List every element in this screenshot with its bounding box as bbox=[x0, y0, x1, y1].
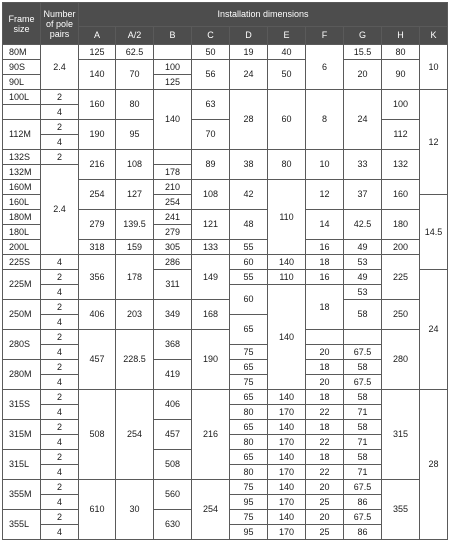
cell-f bbox=[306, 330, 344, 345]
cell-c: 121 bbox=[192, 210, 230, 240]
cell-h: 100 bbox=[382, 90, 420, 120]
cell-b: 560 bbox=[154, 480, 192, 510]
cell-b: 457 bbox=[154, 420, 192, 450]
cell-g bbox=[344, 330, 382, 345]
table-row bbox=[3, 390, 448, 405]
cell-g: 86 bbox=[344, 495, 382, 510]
cell-a: 318 bbox=[79, 240, 116, 255]
cell-f: 22 bbox=[306, 465, 344, 480]
cell-h: 90 bbox=[382, 60, 420, 90]
cell-d: 80 bbox=[230, 405, 268, 420]
cell-h: 180 bbox=[382, 210, 420, 240]
cell-pole-pairs: 2.4 bbox=[41, 45, 79, 90]
cell-h: 200 bbox=[382, 240, 420, 255]
cell-frame-size: 132M bbox=[3, 165, 41, 180]
cell-f: 14 bbox=[306, 210, 344, 240]
col-header-e: E bbox=[268, 27, 306, 45]
cell-e: 140 bbox=[268, 255, 306, 270]
cell-d: 75 bbox=[230, 345, 268, 360]
table-row bbox=[3, 480, 448, 495]
cell-k: 28 bbox=[420, 390, 448, 540]
cell-b: 125 bbox=[154, 75, 192, 90]
cell-a: 406 bbox=[79, 300, 116, 330]
cell-pole-pairs: 2 bbox=[41, 330, 79, 345]
cell-h: 112 bbox=[382, 120, 420, 150]
cell-c: 216 bbox=[192, 390, 230, 480]
col-header-b: B bbox=[154, 27, 192, 45]
cell-d: 80 bbox=[230, 435, 268, 450]
cell-e: 110 bbox=[268, 270, 306, 285]
cell-f: 22 bbox=[306, 405, 344, 420]
cell-h: 355 bbox=[382, 480, 420, 540]
cell-g: 67.5 bbox=[344, 375, 382, 390]
cell-pole-pairs: 2 bbox=[41, 120, 79, 135]
cell-pole-pairs: 2 bbox=[41, 480, 79, 495]
cell-frame-size: 200L bbox=[3, 240, 41, 255]
cell-pole-pairs: 2 bbox=[41, 510, 79, 525]
col-header-k: K bbox=[420, 27, 448, 45]
cell-d: 48 bbox=[230, 210, 268, 240]
cell-frame-size: 315L bbox=[3, 450, 41, 480]
cell-d: 95 bbox=[230, 495, 268, 510]
col-header-f: F bbox=[306, 27, 344, 45]
cell-g: 67.5 bbox=[344, 480, 382, 495]
cell-g: 86 bbox=[344, 525, 382, 540]
cell-d: 65 bbox=[230, 315, 268, 345]
cell-e: 140 bbox=[268, 510, 306, 525]
cell-a2: 108 bbox=[116, 150, 154, 180]
cell-d: 75 bbox=[230, 375, 268, 390]
cell-pole-pairs: 4 bbox=[41, 435, 79, 450]
col-header-g: G bbox=[344, 27, 382, 45]
cell-k: 10 bbox=[420, 45, 448, 90]
cell-a2: 95 bbox=[116, 120, 154, 150]
cell-frame-size: 100L bbox=[3, 90, 41, 105]
col-header-a: A bbox=[79, 27, 116, 45]
cell-a2: 139.5 bbox=[116, 210, 154, 240]
cell-g: 58 bbox=[344, 420, 382, 435]
cell-b: 368 bbox=[154, 330, 192, 360]
cell-frame-size: 90S bbox=[3, 60, 41, 75]
cell-e: 50 bbox=[268, 60, 306, 90]
cell-f: 16 bbox=[306, 270, 344, 285]
cell-pole-pairs: 2 bbox=[41, 90, 79, 105]
cell-b: 311 bbox=[154, 270, 192, 300]
cell-f: 6 bbox=[306, 45, 344, 90]
cell-g: 20 bbox=[344, 60, 382, 90]
cell-pole-pairs: 4 bbox=[41, 405, 79, 420]
cell-pole-pairs: 2 bbox=[41, 270, 79, 285]
cell-d: 65 bbox=[230, 390, 268, 405]
cell-g: 33 bbox=[344, 150, 382, 180]
cell-h: 225 bbox=[382, 255, 420, 300]
cell-f: 18 bbox=[306, 285, 344, 330]
frame-size-header: Frame size bbox=[3, 3, 41, 45]
cell-e: 140 bbox=[268, 450, 306, 465]
cell-b: 279 bbox=[154, 225, 192, 240]
cell-g: 58 bbox=[344, 390, 382, 405]
cell-d: 55 bbox=[230, 240, 268, 255]
cell-b: 305 bbox=[154, 240, 192, 255]
cell-h: 80 bbox=[382, 45, 420, 60]
cell-d: 80 bbox=[230, 465, 268, 480]
cell-frame-size: 355M bbox=[3, 480, 41, 510]
cell-a: 508 bbox=[79, 390, 116, 480]
pole-pairs-header: Number of pole pairs bbox=[41, 3, 79, 45]
cell-frame-size: 355L bbox=[3, 510, 41, 540]
cell-g: 58 bbox=[344, 360, 382, 375]
cell-pole-pairs: 4 bbox=[41, 465, 79, 480]
cell-frame-size: 315M bbox=[3, 420, 41, 450]
cell-a2: 228.5 bbox=[116, 330, 154, 390]
cell-d: 19 bbox=[230, 45, 268, 60]
cell-d: 65 bbox=[230, 450, 268, 465]
cell-pole-pairs: 4 bbox=[41, 375, 79, 390]
cell-g: 53 bbox=[344, 285, 382, 300]
cell-frame-size: 80M bbox=[3, 45, 41, 60]
cell-e: 80 bbox=[268, 150, 306, 180]
col-header-h: H bbox=[382, 27, 420, 45]
cell-e: 140 bbox=[268, 285, 306, 390]
cell-frame-size: 280M bbox=[3, 360, 41, 390]
cell-e: 60 bbox=[268, 90, 306, 150]
cell-a2: 178 bbox=[116, 255, 154, 300]
cell-e: 170 bbox=[268, 465, 306, 480]
cell-d: 42 bbox=[230, 180, 268, 210]
cell-e: 170 bbox=[268, 405, 306, 420]
cell-f: 10 bbox=[306, 150, 344, 180]
cell-g: 71 bbox=[344, 405, 382, 420]
cell-frame-size bbox=[3, 105, 41, 120]
cell-h: 160 bbox=[382, 180, 420, 210]
cell-d: 24 bbox=[230, 60, 268, 90]
cell-pole-pairs: 4 bbox=[41, 525, 79, 540]
cell-pole-pairs: 2 bbox=[41, 300, 79, 315]
table-row bbox=[3, 255, 448, 270]
cell-f: 20 bbox=[306, 375, 344, 390]
cell-b: 100 bbox=[154, 60, 192, 75]
cell-pole-pairs: 2.4 bbox=[41, 165, 79, 255]
cell-frame-size: 160L bbox=[3, 195, 41, 210]
cell-a: 610 bbox=[79, 480, 116, 540]
cell-a2: 203 bbox=[116, 300, 154, 330]
cell-f: 20 bbox=[306, 480, 344, 495]
cell-f: 20 bbox=[306, 510, 344, 525]
cell-d: 65 bbox=[230, 420, 268, 435]
cell-g: 37 bbox=[344, 180, 382, 210]
cell-pole-pairs: 2 bbox=[41, 450, 79, 465]
cell-a: 457 bbox=[79, 330, 116, 390]
cell-f: 16 bbox=[306, 240, 344, 255]
cell-h: 315 bbox=[382, 390, 420, 480]
cell-frame-size: 225M bbox=[3, 270, 41, 300]
cell-a2: 254 bbox=[116, 390, 154, 480]
cell-g: 15.5 bbox=[344, 45, 382, 60]
cell-pole-pairs: 2 bbox=[41, 360, 79, 375]
cell-g: 67.5 bbox=[344, 345, 382, 360]
cell-e: 140 bbox=[268, 480, 306, 495]
cell-frame-size: 160M bbox=[3, 180, 41, 195]
cell-pole-pairs: 4 bbox=[41, 345, 79, 360]
cell-e: 140 bbox=[268, 390, 306, 405]
cell-frame-size: 280S bbox=[3, 330, 41, 360]
cell-b: 349 bbox=[154, 300, 192, 330]
cell-f: 18 bbox=[306, 255, 344, 270]
cell-a: 254 bbox=[79, 180, 116, 210]
cell-e: 40 bbox=[268, 45, 306, 60]
cell-c: 70 bbox=[192, 120, 230, 150]
cell-c: 254 bbox=[192, 480, 230, 540]
cell-a: 279 bbox=[79, 210, 116, 240]
cell-e: 110 bbox=[268, 180, 306, 255]
cell-f: 18 bbox=[306, 420, 344, 435]
cell-a2: 30 bbox=[116, 480, 154, 540]
cell-pole-pairs: 2 bbox=[41, 150, 79, 165]
cell-d: 75 bbox=[230, 480, 268, 495]
col-header-d: D bbox=[230, 27, 268, 45]
cell-f: 18 bbox=[306, 450, 344, 465]
cell-frame-size: 132S bbox=[3, 150, 41, 165]
cell-pole-pairs: 4 bbox=[41, 255, 79, 270]
cell-d: 28 bbox=[230, 90, 268, 150]
cell-g: 42.5 bbox=[344, 210, 382, 240]
cell-b: 241 bbox=[154, 210, 192, 225]
cell-b: 178 bbox=[154, 165, 192, 180]
cell-a2: 80 bbox=[116, 90, 154, 120]
cell-b: 630 bbox=[154, 510, 192, 540]
table-row bbox=[3, 330, 448, 345]
cell-f: 12 bbox=[306, 180, 344, 210]
cell-c: 50 bbox=[192, 45, 230, 60]
cell-k: 24 bbox=[420, 270, 448, 390]
cell-a2: 159 bbox=[116, 240, 154, 255]
cell-d: 55 bbox=[230, 270, 268, 285]
cell-a: 190 bbox=[79, 120, 116, 150]
col-header-a2: A/2 bbox=[116, 27, 154, 45]
cell-b: 286 bbox=[154, 255, 192, 270]
installation-dimensions-header: Installation dimensions bbox=[79, 3, 448, 27]
cell-b bbox=[154, 150, 192, 165]
cell-pole-pairs: 4 bbox=[41, 495, 79, 510]
cell-f: 20 bbox=[306, 345, 344, 360]
cell-e: 170 bbox=[268, 435, 306, 450]
cell-g: 71 bbox=[344, 435, 382, 450]
cell-c: 168 bbox=[192, 300, 230, 330]
cell-e: 140 bbox=[268, 420, 306, 435]
table-row bbox=[3, 90, 448, 105]
cell-f: 18 bbox=[306, 390, 344, 405]
cell-g: 58 bbox=[344, 450, 382, 465]
cell-d: 65 bbox=[230, 360, 268, 375]
cell-c: 190 bbox=[192, 330, 230, 390]
cell-g: 71 bbox=[344, 465, 382, 480]
cell-d: 60 bbox=[230, 255, 268, 270]
cell-c: 108 bbox=[192, 180, 230, 210]
cell-a: 160 bbox=[79, 90, 116, 120]
cell-g: 58 bbox=[344, 300, 382, 330]
cell-a2: 127 bbox=[116, 180, 154, 210]
cell-k: 12 bbox=[420, 90, 448, 195]
cell-c: 149 bbox=[192, 255, 230, 300]
cell-frame-size: 180M bbox=[3, 210, 41, 225]
cell-b: 419 bbox=[154, 360, 192, 390]
cell-pole-pairs: 2 bbox=[41, 390, 79, 405]
cell-pole-pairs: 4 bbox=[41, 285, 79, 300]
cell-b: 406 bbox=[154, 390, 192, 420]
cell-h: 280 bbox=[382, 330, 420, 390]
cell-c: 133 bbox=[192, 240, 230, 255]
cell-frame-size: 315S bbox=[3, 390, 41, 420]
cell-e: 170 bbox=[268, 495, 306, 510]
cell-d: 75 bbox=[230, 510, 268, 525]
cell-f: 8 bbox=[306, 90, 344, 150]
cell-e: 170 bbox=[268, 525, 306, 540]
cell-frame-size: 250M bbox=[3, 300, 41, 330]
cell-c: 63 bbox=[192, 90, 230, 120]
table-row bbox=[3, 45, 448, 60]
cell-pole-pairs: 4 bbox=[41, 135, 79, 150]
cell-frame-size: 225S bbox=[3, 255, 41, 270]
cell-g: 67.5 bbox=[344, 510, 382, 525]
dimensions-table-container bbox=[2, 2, 447, 551]
cell-b: 210 bbox=[154, 180, 192, 195]
cell-d: 38 bbox=[230, 150, 268, 180]
cell-d: 60 bbox=[230, 285, 268, 315]
cell-frame-size: 90L bbox=[3, 75, 41, 90]
cell-frame-size: 180L bbox=[3, 225, 41, 240]
cell-k: 14.5 bbox=[420, 195, 448, 270]
cell-b: 508 bbox=[154, 450, 192, 480]
cell-frame-size: 112M bbox=[3, 120, 41, 150]
table-row bbox=[3, 150, 448, 165]
table-row bbox=[3, 300, 448, 315]
cell-b bbox=[154, 45, 192, 60]
cell-f: 25 bbox=[306, 495, 344, 510]
cell-f: 18 bbox=[306, 360, 344, 375]
cell-a: 356 bbox=[79, 255, 116, 300]
cell-b: 254 bbox=[154, 195, 192, 210]
cell-d: 95 bbox=[230, 525, 268, 540]
cell-c: 89 bbox=[192, 150, 230, 180]
table-row bbox=[3, 120, 448, 135]
cell-a: 140 bbox=[79, 60, 116, 90]
cell-g: 49 bbox=[344, 270, 382, 285]
cell-pole-pairs: 4 bbox=[41, 315, 79, 330]
cell-a: 216 bbox=[79, 150, 116, 180]
cell-a2: 62.5 bbox=[116, 45, 154, 60]
cell-a2: 70 bbox=[116, 60, 154, 90]
cell-c: 56 bbox=[192, 60, 230, 90]
cell-f: 22 bbox=[306, 435, 344, 450]
cell-h: 250 bbox=[382, 300, 420, 330]
cell-pole-pairs: 4 bbox=[41, 105, 79, 120]
cell-b: 140 bbox=[154, 90, 192, 150]
cell-a: 125 bbox=[79, 45, 116, 60]
cell-g: 49 bbox=[344, 240, 382, 255]
cell-pole-pairs: 2 bbox=[41, 420, 79, 435]
cell-g: 53 bbox=[344, 255, 382, 270]
cell-g: 24 bbox=[344, 90, 382, 150]
col-header-c: C bbox=[192, 27, 230, 45]
installation-dimensions-table bbox=[2, 2, 448, 540]
cell-h: 132 bbox=[382, 150, 420, 180]
cell-f: 25 bbox=[306, 525, 344, 540]
